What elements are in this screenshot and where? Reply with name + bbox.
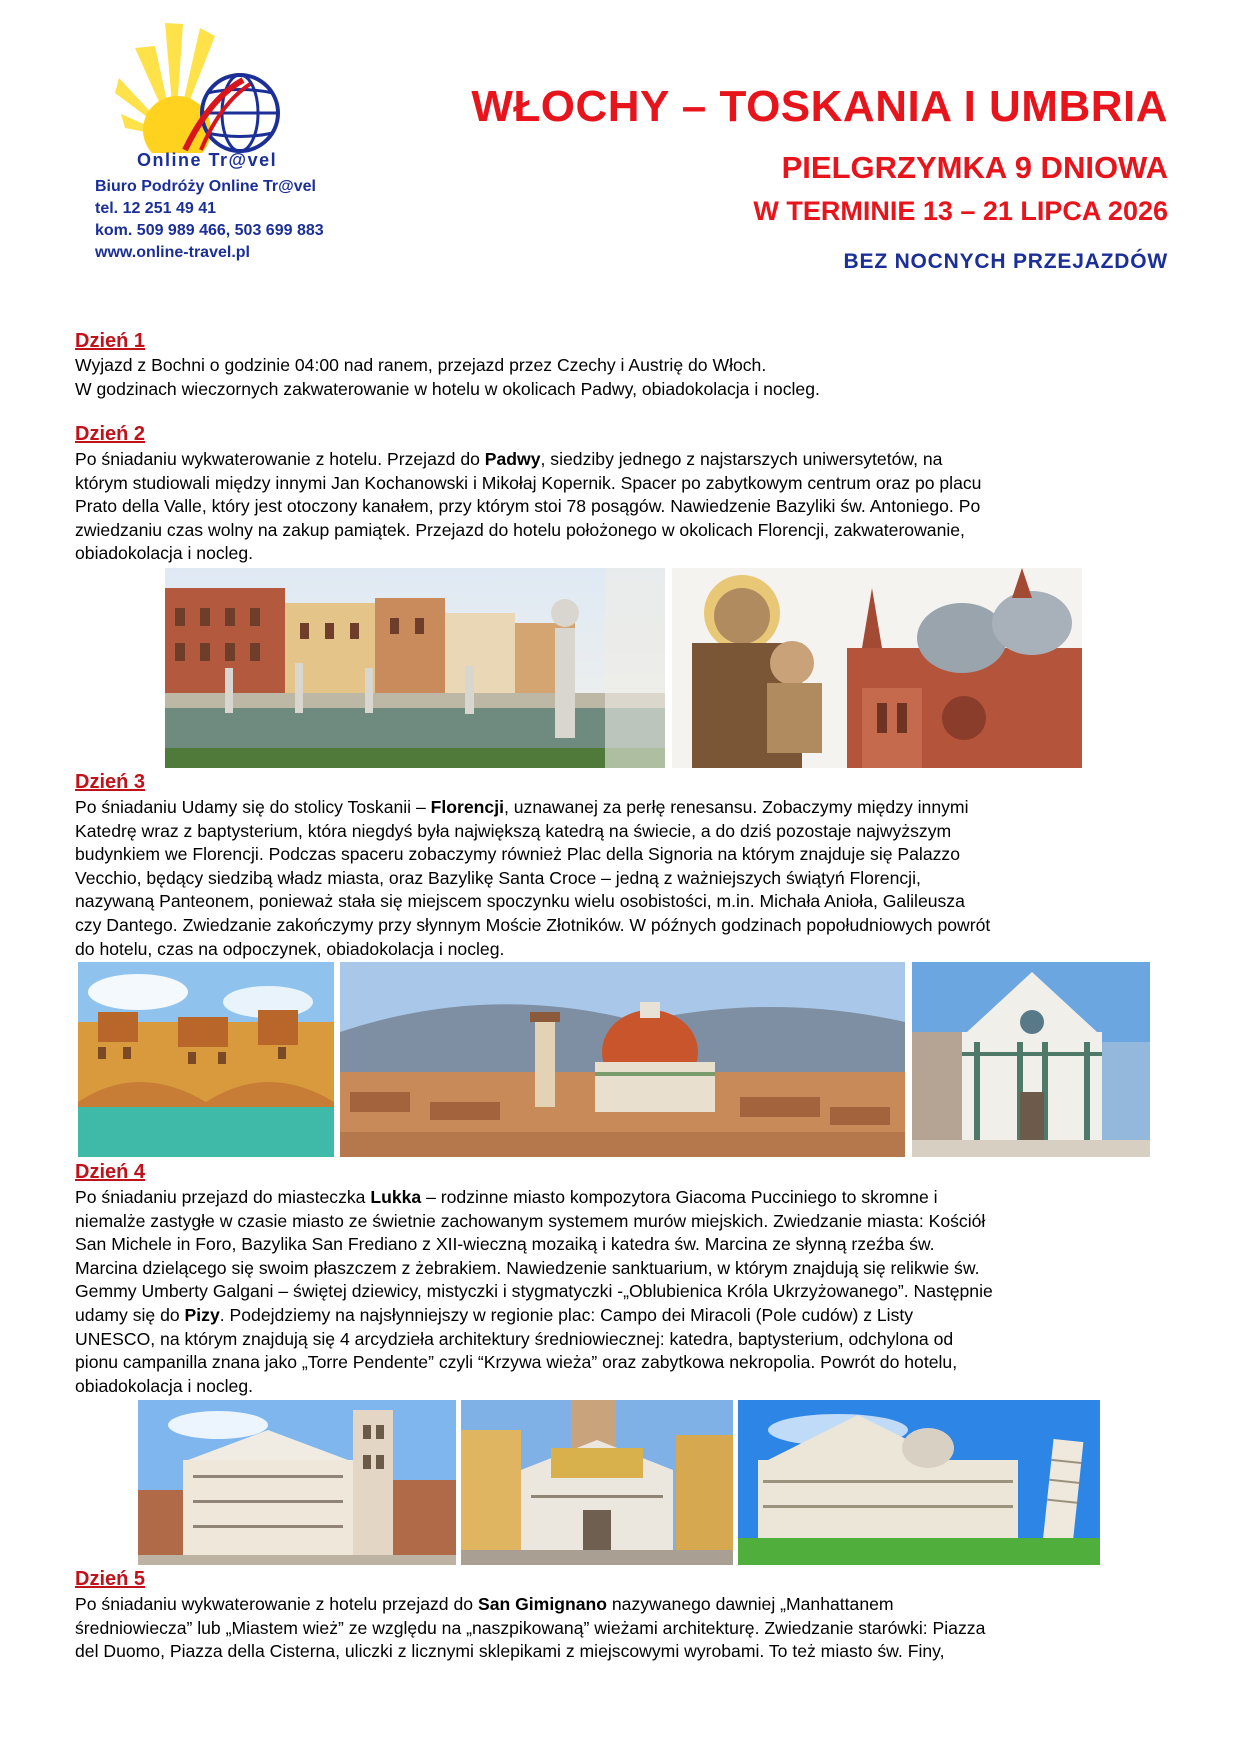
agency-mobile: kom. 509 989 466, 503 699 883 (95, 222, 324, 239)
florence-panorama-photo (340, 962, 905, 1157)
place-padwa: Padwy (484, 449, 541, 469)
text-line: czy Dantego. Zwiedzanie zakończymy przy słynnym Moście Złotników. W późnych godzinach popołudniowych powrót (75, 914, 991, 935)
place-piza: Pizy (184, 1304, 220, 1325)
pisa-miracoli-photo (738, 1400, 1100, 1565)
text-line: Prato della Valle, który jest otoczony kanałem, przy którym stoi 78 posągów. Nawiedzenie Bazyliki św. Antoniego. Po (75, 496, 981, 517)
text-line: do hotelu, czas na odpoczynek, obiadokolacja i nocleg. (75, 938, 505, 959)
company-logo (95, 18, 375, 268)
agency-name: Biuro Podróży Online Tr@vel (95, 178, 316, 195)
page-subtitle: PIELGRZYMKA 9 DNIOWA (781, 150, 1168, 185)
text-line: Gemmy Umberty Galgani – świętej dziewicy, mistyczki i stygmatyczki -„Oblubienica Króla Ukrzyżowanego”. Następnie (75, 1281, 993, 1302)
text-line: W godzinach wieczornych zakwaterowanie w hotelu w okolicach Padwy, obiadokolacja i nocleg. (75, 378, 820, 399)
text-line: średniowiecza” lub „Miastem wież” ze względu na „naszpikowaną” wieżami architekturę. Zwiedzanie starówki: Piazza (75, 1617, 986, 1638)
page-title: WŁOCHY – TOSKANIA I UMBRIA (471, 82, 1168, 131)
text-line: Po śniadaniu przejazd do miasteczka Lukka – rodzinne miasto kompozytora Giacoma Pucciniego to skromne i (75, 1187, 938, 1207)
text-line: UNESCO, na którym znajdują się 4 arcydzieła architektury średniowiecznej: katedra, baptysterium, odchylona od (75, 1328, 954, 1349)
text-line: Katedrę wraz z baptysterium, która niegdyś była największą katedrą na świecie, a do dziś pozostaje najwyższym (75, 820, 952, 841)
ponte-vecchio-photo (78, 962, 334, 1157)
logo-brand-name: Online Tr@vel (137, 150, 278, 170)
day-1-heading: Dzień 1 (75, 330, 146, 352)
text-line: obiadokolacja i nocleg. (75, 1375, 254, 1396)
text-line: obiadokolacja i nocleg. (75, 543, 254, 564)
place-florencja: Florencji (430, 797, 504, 817)
place-san-gimignano: San Gimignano (477, 1594, 607, 1614)
text-line: którym studiowali między innymi Jan Kochanowski i Mikołaj Kopernik. Spacer po zabytkowym centrum oraz po placu (75, 472, 982, 493)
place-lukka: Lukka (370, 1187, 422, 1207)
text-line: Marcina dzielącego się swoim płaszczem z żebrakiem. Nawiedzenie sanktuarium, w którym znajdują się relikwie św. (75, 1257, 980, 1278)
trip-note: BEZ NOCNYCH PRZEJAZDÓW (843, 250, 1168, 273)
text-line: San Michele in Foro, Bazylika San Frediano z XII-wieczną mozaiką i katedra św. Marcina ze słynną rzeźba św. (75, 1234, 935, 1255)
text-line: Wyjazd z Bochni o godzinie 04:00 nad ranem, przejazd przez Czechy i Austrię do Włoch. (75, 355, 767, 375)
text-line: Po śniadaniu wykwaterowanie z hotelu. Przejazd do Padwy, siedziby jednego z najstarszych uniwersytetów, na (75, 449, 943, 469)
text-line: pionu campanilla znana jako „Torre Pendente” czyli “Krzywa wieża” oraz zabytkowa nekropolia. Powrót do hotelu, (75, 1352, 958, 1373)
day-5-heading: Dzień 5 (75, 1568, 146, 1590)
text-line: nazywaną Panteonem, ponieważ stała się miejscem spoczynku wielu osobistości, m.in. Michała Anioła, Galileusza (75, 891, 965, 912)
day-4-heading: Dzień 4 (75, 1161, 146, 1183)
day-3-heading: Dzień 3 (75, 771, 146, 793)
day-3-text (75, 796, 1185, 961)
day-1-text (75, 354, 1185, 401)
prato-della-valle-photo (165, 568, 665, 768)
day-2-text (75, 448, 1185, 566)
text-line: niemalże zastygłe w czasie miasto ze świetnie zachowanym systemem murów miejskich. Zwiedzanie miasta: Kościół (75, 1210, 986, 1231)
text-line: del Duomo, Piazza della Cisterna, uliczki z licznymi sklepikami z miejscowymi wyrobami. To też miasto św. Finy, (75, 1641, 945, 1662)
agency-website: www.online-travel.pl (95, 244, 250, 261)
text-line: budynkiem we Florencji. Podczas spaceru zobaczymy również Plac della Signoria na którym znajduje się Palazzo (75, 844, 960, 865)
text-line: udamy się do Pizy. Podejdziemy na najsłynniejszy w regionie plac: Campo dei Miracoli (Pole cudów) z Listy (75, 1304, 914, 1325)
trip-dates: W TERMINIE 13 – 21 LIPCA 2026 (753, 196, 1168, 226)
text-line: zwiedzaniu czas wolny na zakup pamiątek. Przejazd do hotelu położonego w okolicach Florencji, zakwaterowanie, (75, 519, 965, 540)
day-2-heading: Dzień 2 (75, 423, 146, 445)
san-michele-in-foro-photo (138, 1400, 456, 1565)
santa-croce-photo (912, 962, 1150, 1157)
text-line: Po śniadaniu Udamy się do stolicy Toskanii – Florencji, uznawanej za perłę renesansu. Zobaczymy między innymi (75, 797, 969, 817)
text-line: Vecchio, będący siedzibą władz miasta, oraz Bazylikę Santa Croce – jedną z ważniejszych świątyń Florencji, (75, 867, 921, 888)
day-4-text (75, 1186, 1185, 1398)
basilica-saint-anthony-photo (672, 568, 1082, 768)
san-frediano-photo (461, 1400, 733, 1565)
text-line: Po śniadaniu wykwaterowanie z hotelu przejazd do San Gimignano nazywanego dawniej „Manhattanem (75, 1594, 894, 1614)
day-5-text (75, 1593, 1185, 1664)
logo-sun-globe-icon (115, 18, 295, 153)
agency-phone: tel. 12 251 49 41 (95, 200, 216, 217)
